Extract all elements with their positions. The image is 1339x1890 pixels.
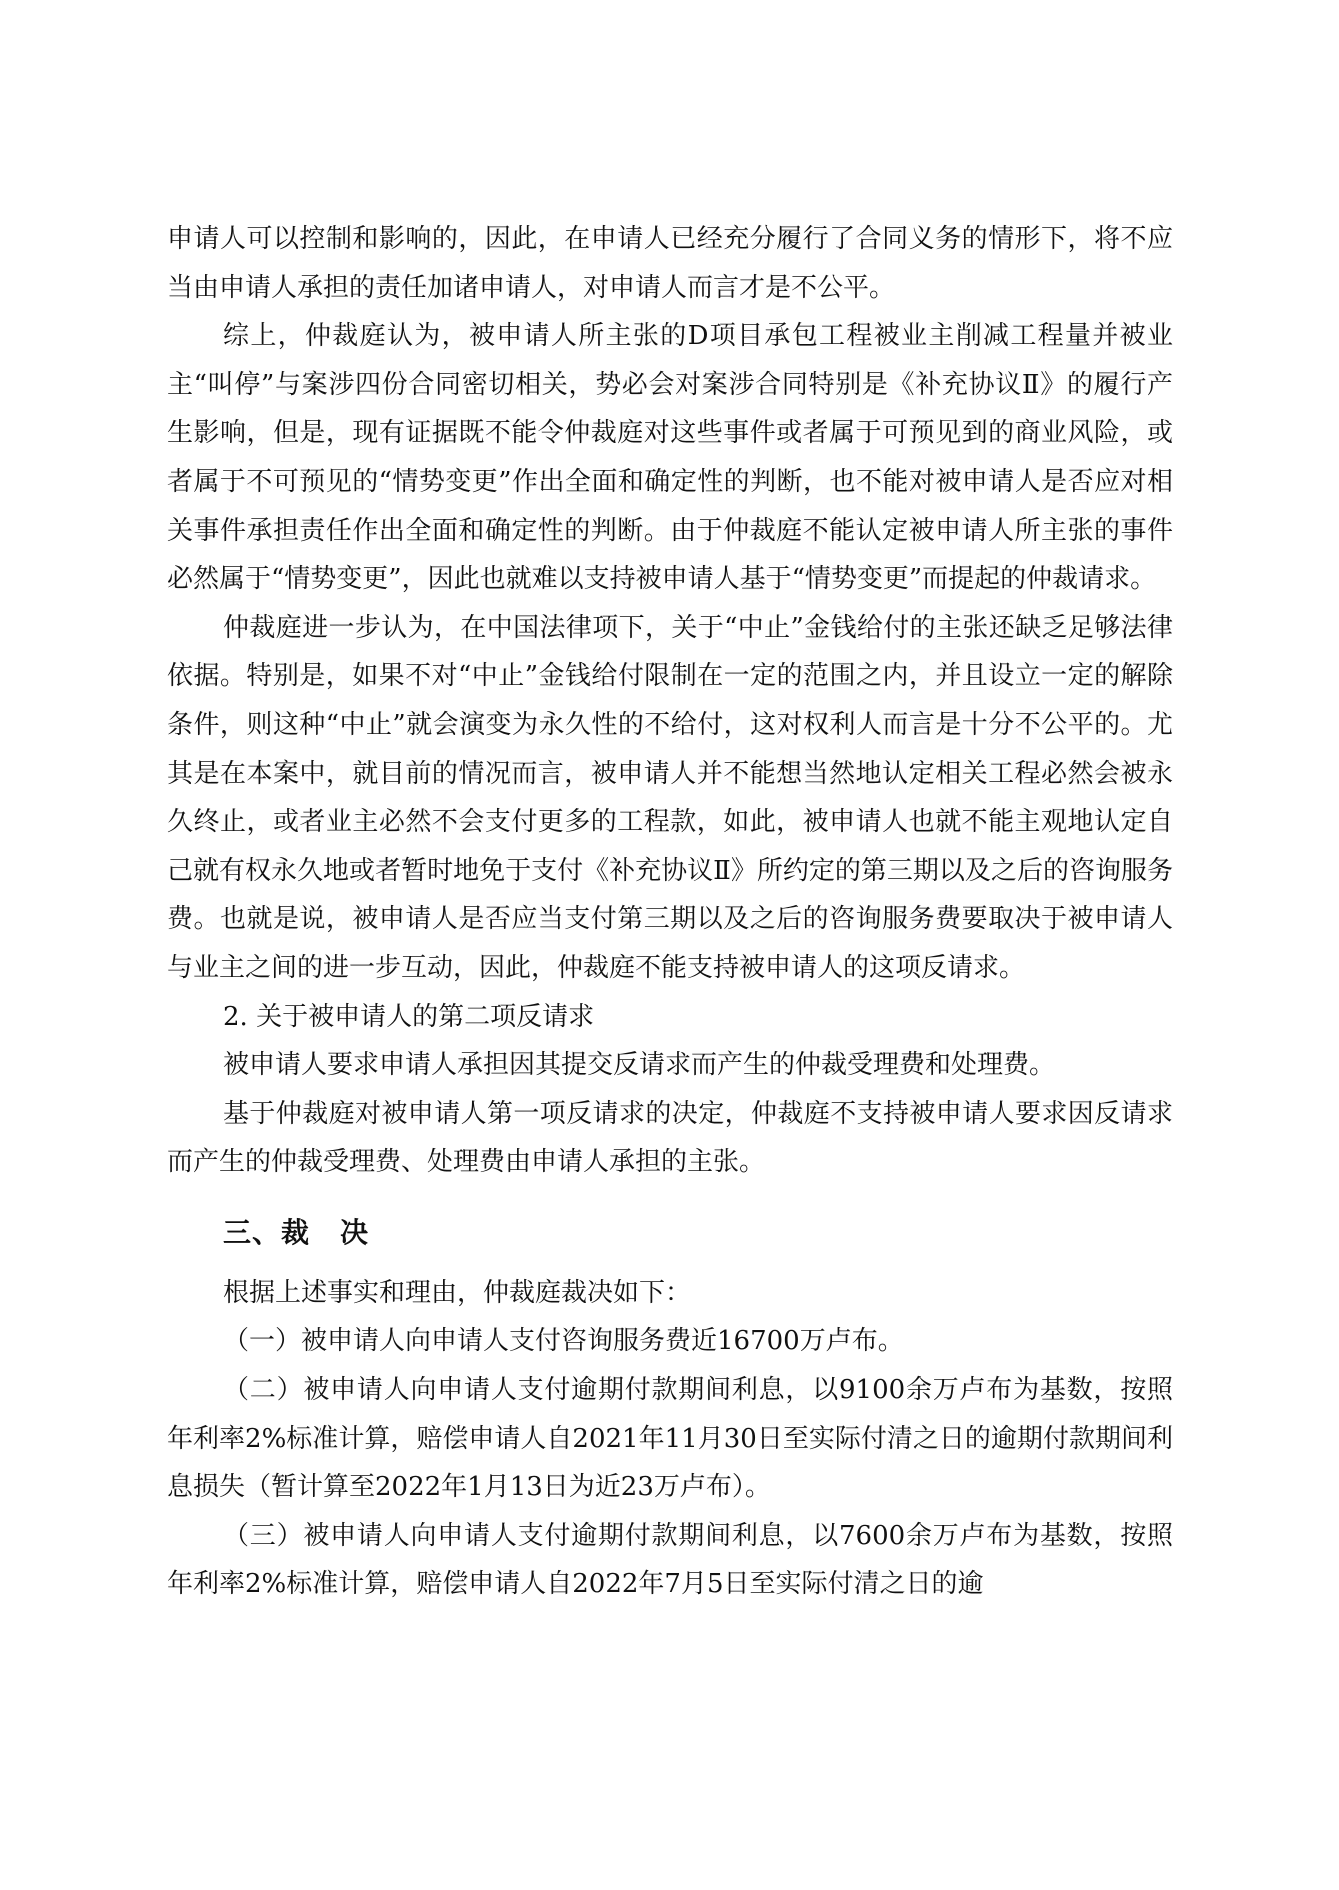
paragraph-summary: 综上，仲裁庭认为，被申请人所主张的D项目承包工程被业主削减工程量并被业主“叫停”与案涉四份合同密切相关，势必会对案涉合同特别是《补充协议Ⅱ》的履行产生影响，但是，现有证据既不能令仲裁庭对这些事件或者属于可预见到的商业风险，或者属于不可预见的“情势变更”作出全面和确定性的判断，也不能对被申请人是否应对相关事件承担责任作出全面和确定性的判断。由于仲裁庭不能认定被申请人所主张的事件必然属于“情势变更”，因此也就难以支持被申请人基于“情势变更”而提起的仲裁请求。 [167,321,1173,595]
section-heading-number: 三、裁 [223,1215,311,1249]
section-heading-rest: 决 [340,1215,370,1249]
paragraph-suspension-analysis: 仲裁庭进一步认为，在中国法律项下，关于“中止”金钱给付的主张还缺乏足够法律依据。特别是，如果不对“中止”金钱给付限制在一定的范围之内，并且设立一定的解除条件，则这种“中止”就会演变为永久性的不给付，这对权利人而言是十分不公平的。尤其是在本案中，就目前的情况而言，被申请人并不能想当然地认定相关工程必然会被永久终止，或者业主必然不会支付更多的工程款，如此，被申请人也就不能主观地认定自己就有权永久地或者暂时地免于支付《补充协议Ⅱ》所约定的第三期以及之后的咨询服务费。也就是说，被申请人是否应当支付第三期以及之后的咨询服务费要取决于被申请人与业主之间的进一步互动，因此，仲裁庭不能支持被申请人的这项反请求。 [167,612,1173,983]
paragraph-counterclaim-decision: 基于仲裁庭对被申请人第一项反请求的决定，仲裁庭不支持被申请人要求因反请求而产生的仲裁受理费、处理费由申请人承担的主张。 [167,1098,1173,1178]
paragraph-award-intro: 根据上述事实和理由，仲裁庭裁决如下： [223,1277,692,1308]
award-item-3: （三）被申请人向申请人支付逾期付款期间利息，以7600余万卢布为基数，按照年利率2%标准计算，赔偿申请人自2022年7月5日至实际付清之日的逾 [167,1520,1173,1600]
subheading-second-counterclaim: 2. 关于被申请人的第二项反请求 [223,1001,595,1032]
document-body [167,215,1173,1609]
paragraph-counterclaim-request: 被申请人要求申请人承担因其提交反请求而产生的仲裁受理费和处理费。 [223,1050,1056,1081]
section-heading-award [167,1207,1173,1259]
award-item-1: （一）被申请人向申请人支付咨询服务费近16700万卢布。 [223,1326,904,1357]
paragraph-continuation: 申请人可以控制和影响的，因此，在申请人已经充分履行了合同义务的情形下，将不应当由申请人承担的责任加诸申请人，对申请人而言才是不公平。 [167,224,1173,303]
award-item-2: （二）被申请人向申请人支付逾期付款期间利息，以9100余万卢布为基数，按照年利率2%标准计算，赔偿申请人自2021年11月30日至实际付清之日的逾期付款期间利息损失（暂计算至2022年1月13日为近23万卢布）。 [167,1375,1173,1503]
spacer [167,1187,1173,1207]
